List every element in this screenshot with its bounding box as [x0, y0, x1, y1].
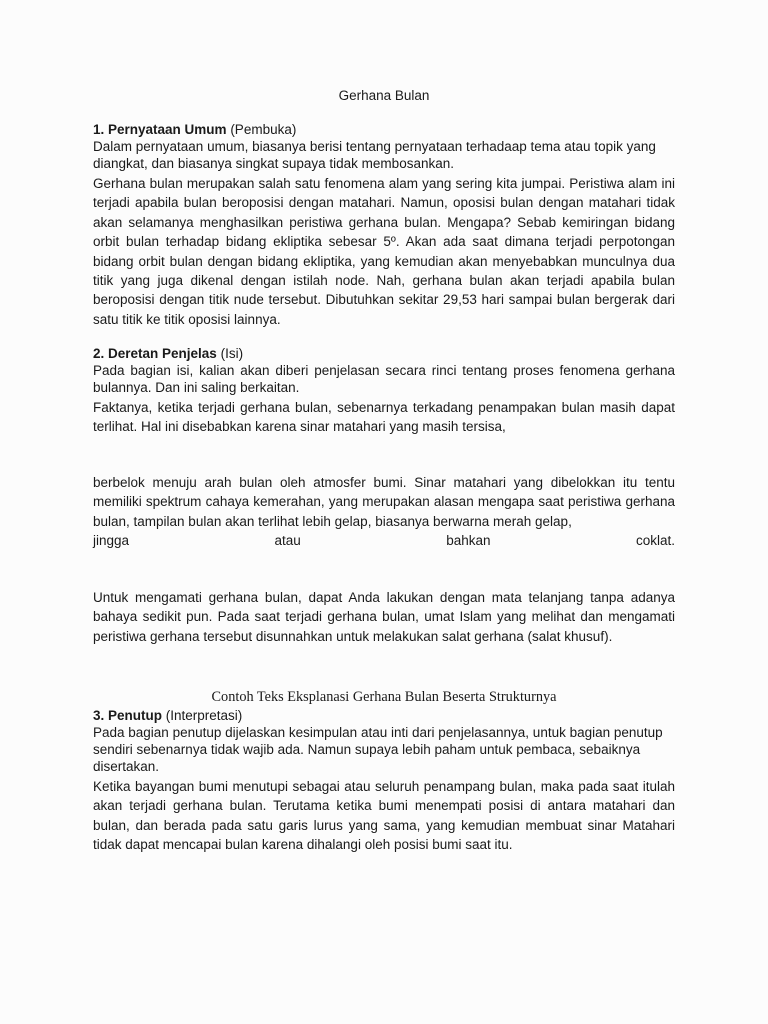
section-1	[93, 121, 675, 329]
section-2-intro: Pada bagian isi, kalian akan diberi penjelasan secara rinci tentang proses fenomena gerhana bulannya. Dan ini saling berkaitan.	[93, 363, 675, 395]
section-3-subtitle: (Interpretasi)	[162, 708, 243, 723]
caption: Contoh Teks Eksplanasi Gerhana Bulan Beserta Strukturnya	[211, 689, 557, 705]
section-3-intro: Pada bagian penutup dijelaskan kesimpulan atau inti dari penjelasannya, untuk bagian penutup sendiri sebenarnya tidak wajib ada. Namun supaya lebih paham untuk pembaca, sebaiknya disertakan.	[93, 725, 663, 774]
section-2-continuation-last-line	[93, 531, 675, 550]
section-2	[93, 345, 675, 437]
section-2-heading	[93, 345, 675, 362]
document-title: Gerhana Bulan	[338, 88, 430, 103]
section-2-extra	[93, 588, 675, 646]
section-3-number-title: 3. Penutup	[93, 708, 163, 723]
section-2-continuation	[93, 473, 675, 551]
section-3-body: Ketika bayangan bumi menutupi sebagai atau seluruh penampang bulan, maka pada saat itulah akan terjadi gerhana bulan. Terutama ketika bumi menempati posisi di antara matahari dan bulan, dan berada pada satu garis lurus yang sama, yang kemudian membuat sinar Matahari tidak dapat mencapai bulan karena dihalangi oleh posisi bumi saat itu.	[93, 779, 675, 853]
section-1-heading	[93, 121, 675, 138]
section-1-number-title: 1. Pernyataan Umum	[93, 122, 227, 137]
section-3-heading	[93, 707, 675, 724]
section-1-body: Gerhana bulan merupakan salah satu fenomena alam yang sering kita jumpai. Peristiwa alam ini terjadi apabila bulan beroposisi dengan matahari. Namun, oposisi bulan dengan matahari tidak akan selamanya menghasilkan peristiwa gerhana bulan. Mengapa? Sebab kemiringan bidang orbit bulan terhadap bidang ekliptika sebesar 5º. Akan ada saat dimana terjadi perpotongan bidang orbit bulan dengan bidang ekliptika, yang kemudian akan menyebabkan munculnya dua titik yang juga dikenal dengan istilah node. Nah, gerhana bulan akan terjadi apabila bulan beroposisi dengan titik nude tersebut. Dibutuhkan sekitar 29,53 hari sampai bulan bergerak dari satu titik ke titik oposisi lainnya.	[93, 176, 675, 327]
section-1-subtitle: (Pembuka)	[226, 122, 297, 137]
section-2-body: Faktanya, ketika terjadi gerhana bulan, sebenarnya terkadang penampakan bulan masih dapat terlihat. Hal ini disebabkan karena sinar matahari yang masih tersisa,	[93, 400, 675, 435]
section-3	[93, 707, 675, 855]
section-2-subtitle: (Isi)	[216, 346, 244, 361]
section-1-intro: Dalam pernyataan umum, biasanya berisi tentang pernyataan terhadaap tema atau topik yang diangkat, dan biasanya singkat supaya tidak membosankan.	[93, 139, 656, 171]
last-line-word: jingga	[93, 533, 130, 549]
section-2-continuation-text: berbelok menuju arah bulan oleh atmosfer bumi. Sinar matahari yang dibelokkan itu tentu memiliki spektrum cahaya kemerahan, yang merupakan alasan mengapa saat peristiwa gerhana bulan, tampilan bulan akan terlihat lebih gelap, biasanya berwarna merah gelap,	[93, 475, 675, 529]
section-2-extra-text: Untuk mengamati gerhana bulan, dapat Anda lakukan dengan mata telanjang tanpa adanya bahaya sedikit pun. Pada saat terjadi gerhana bulan, umat Islam yang melihat dan mengamati peristiwa gerhana tersebut disunnahkan untuk melakukan salat gerhana (salat khusuf).	[93, 590, 675, 644]
last-line-word: atau	[274, 533, 301, 549]
last-line-word: bahkan	[446, 533, 491, 549]
last-line-word: coklat.	[635, 533, 675, 549]
section-2-number-title: 2. Deretan Penjelas	[93, 346, 217, 361]
